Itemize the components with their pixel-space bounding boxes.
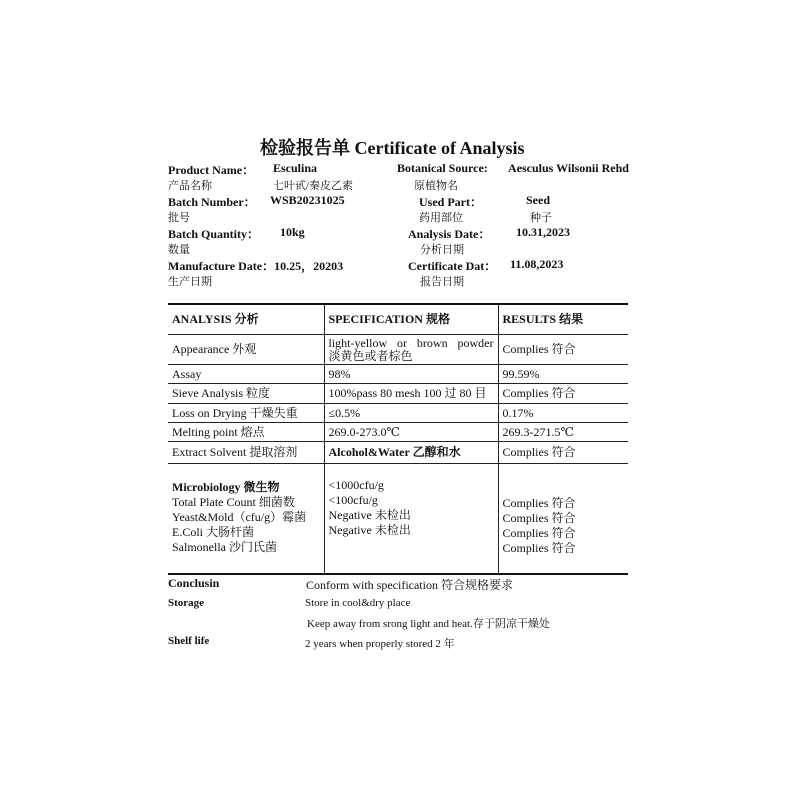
used-part-label: Used Part： [419,195,482,209]
certificate-date-label: Certificate Dat： [408,259,497,273]
certificate-date-cn: 报告日期 [420,276,464,288]
micro-item-result: Complies 符合 [502,526,576,540]
used-part-cn: 药用部位 [419,212,463,224]
table-row [168,423,628,442]
batch-quantity-value: 10kg [280,225,305,239]
result-cell: Complies 符合 [498,442,628,464]
conclusion-value: Conform with specification 符合规格要求 [306,578,513,592]
batch-quantity-label: Batch Quantity： [168,227,260,241]
manufacture-date-cn: 生产日期 [168,276,212,288]
analysis-cell: Loss on Drying 干燥失重 [168,404,324,423]
micro-item-name: Salmonella 沙门氏菌 [172,540,277,554]
micro-item-spec: Negative 未检出 [328,523,411,537]
microbiology-result-cell [498,464,628,574]
microbiology-row [168,464,628,574]
table-row [168,404,628,423]
analysis-date-value: 10.31,2023 [516,225,570,239]
storage-label: Storage [168,597,205,609]
table-row [168,442,628,464]
spec-appearance-line [329,337,494,350]
header-analysis: ANALYSIS 分析 [168,304,324,335]
botanical-source-value: Aesculus Wilsonii Rehd [508,161,629,175]
spec-cell: Alcohol&Water 乙醇和水 [324,442,498,464]
spec-cell: 100%pass 80 mesh 100 过 80 目 [324,384,498,404]
spec-cell: ≤0.5% [324,404,498,423]
result-cell: 0.17% [498,404,628,423]
result-cell: Complies 符合 [498,335,628,365]
header-specification: SPECIFICATION 规格 [324,304,498,335]
microbiology-analysis-cell [168,464,324,574]
shelf-life-label: Shelf life [168,635,210,647]
analysis-cell: Assay [168,365,324,384]
microbiology-spec-cell [324,464,498,574]
header-results: RESULTS 结果 [498,304,628,335]
micro-item-spec: <100cfu/g [328,493,378,507]
micro-item-result: Complies 符合 [502,541,576,555]
analysis-table [168,303,628,575]
micro-item-spec: <1000cfu/g [328,478,384,492]
spec-word: or [397,335,408,350]
spec-word: powder [457,335,494,350]
manufacture-date-label: Manufacture Date：10.25，20203 [168,259,344,273]
micro-item-name: Total Plate Count 细菌数 [172,495,295,509]
spec-word: light-yellow [328,335,388,350]
botanical-source-label: Botanical Source: [397,161,488,175]
microbiology-heading: Microbiology 微生物 [172,480,280,494]
micro-item-spec: Negative 未检出 [328,508,411,522]
micro-item-name: Yeast&Mold（cfu/g）霉菌 [172,510,307,524]
batch-number-value: WSB20231025 [270,193,345,207]
micro-item-result: Complies 符合 [502,511,576,525]
spec-cell: 269.0-273.0℃ [324,423,498,442]
product-name-value: Esculina [273,161,318,175]
product-name-label: Product Name： [168,163,255,177]
result-cell: 99.59% [498,365,628,384]
product-name-cn: 产品名称 [168,180,212,192]
analysis-cell: Melting point 熔点 [168,423,324,442]
spec-word: brown [416,335,448,350]
document-title: 检验报告单 Certificate of Analysis [260,138,525,158]
analysis-date-cn: 分析日期 [420,244,464,256]
batch-number-cn: 批号 [168,212,190,224]
spec-cell: 98% [324,365,498,384]
result-cell: 269.3-271.5℃ [498,423,628,442]
product-name-value-cn: 七叶甙/秦皮乙素 [273,180,354,192]
result-cell: Complies 符合 [498,384,628,404]
analysis-cell: Extract Solvent 提取溶剂 [168,442,324,464]
conclusion-label: Conclusin [168,576,220,590]
table-header-row [168,304,628,335]
storage-value-2: Keep away from srong light and heat.存于阴凉干燥处 [307,618,550,630]
batch-number-label: Batch Number： [168,195,256,209]
micro-item-result: Complies 符合 [502,496,576,510]
spec-cell [324,335,498,365]
analysis-cell: Sieve Analysis 粒度 [168,384,324,404]
certificate-date-value: 11.08,2023 [510,257,564,271]
table-row [168,365,628,384]
storage-value-1: Store in cool&dry place [305,597,411,609]
analysis-cell: Appearance 外观 [168,335,324,365]
table-row [168,384,628,404]
batch-quantity-cn: 数量 [168,244,190,256]
used-part-value-cn: 种子 [530,212,552,224]
table-row [168,335,628,365]
analysis-date-label: Analysis Date： [408,227,491,241]
spec-appearance-cn: 淡黄色或者棕色 [328,348,413,363]
shelf-life-value: 2 years when properly stored 2 年 [305,638,455,650]
used-part-value: Seed [526,193,550,207]
micro-item-name: E.Coli 大肠杆菌 [172,525,255,539]
botanical-source-cn: 原植物名 [414,180,458,192]
